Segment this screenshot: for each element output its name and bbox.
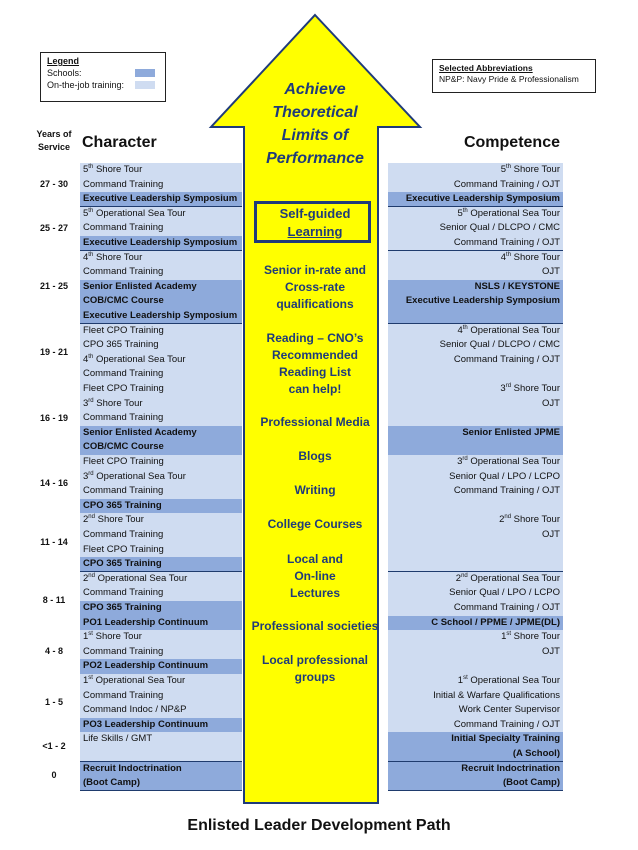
arrow-item-line: Reading List xyxy=(278,365,351,379)
character-entry: COB/CMC Course xyxy=(80,440,242,455)
competence-entry: Initial Specialty Training xyxy=(388,732,563,747)
years-of-service-header: Years of Service xyxy=(36,129,72,152)
competence-entry: Senior Qual / LPO / LCPO xyxy=(388,586,563,601)
arrow-item-line: Local and xyxy=(286,552,343,566)
character-entry: Recruit Indoctrination xyxy=(80,762,242,777)
years-label: 14 - 16 xyxy=(39,478,69,489)
character-entry: COB/CMC Course xyxy=(80,294,242,309)
character-entry: Command Training xyxy=(80,645,242,660)
competence-entry: 4th Shore Tour xyxy=(388,251,563,266)
years-label: 0 xyxy=(51,770,57,781)
competence-entry: Recruit Indoctrination xyxy=(388,762,563,777)
character-entry: 4th Shore Tour xyxy=(80,251,242,266)
character-entry: 4th Operational Sea Tour xyxy=(80,353,242,368)
character-entry: CPO 365 Training xyxy=(80,338,242,353)
arrow-heading-line: Achieve xyxy=(284,81,346,98)
arrow-item-line: Reading – CNO’s xyxy=(266,331,364,345)
character-entry: 2nd Shore Tour xyxy=(80,513,242,528)
character-entry: Command Training xyxy=(80,221,242,236)
arrow-heading-line: Theoretical xyxy=(272,104,358,121)
arrow-heading-line: Performance xyxy=(266,150,364,167)
legend-ojt-label: On-the-job training: xyxy=(47,80,125,90)
competence-entry: Command Training / OJT xyxy=(388,718,563,733)
arrow-item-line: Lectures xyxy=(289,586,341,600)
character-entry: Command Training xyxy=(80,178,242,193)
abbreviations-title: Selected Abbreviations xyxy=(439,63,533,73)
competence-entry: 1st Shore Tour xyxy=(388,630,563,645)
competence-entry: C School / PPME / JPME(DL) xyxy=(388,616,563,631)
competence-entry: 2nd Shore Tour xyxy=(388,513,563,528)
self-guided-line: Self-guided xyxy=(279,206,351,221)
competence-entry: (Boot Camp) xyxy=(388,776,563,791)
legend-title: Legend xyxy=(47,56,80,66)
character-entry: Senior Enlisted Academy xyxy=(80,426,242,441)
arrow-heading-line: Limits of xyxy=(281,127,349,144)
competence-entry: 4th Operational Sea Tour xyxy=(388,324,563,339)
character-entry: 2nd Operational Sea Tour xyxy=(80,572,242,587)
character-entry: PO3 Leadership Continuum xyxy=(80,718,242,733)
character-entry: Command Training xyxy=(80,689,242,704)
years-label: 16 - 19 xyxy=(39,412,69,423)
years-label: 25 - 27 xyxy=(39,222,69,233)
years-label: 21 - 25 xyxy=(39,281,69,292)
character-entry: PO2 Leadership Continuum xyxy=(80,659,242,674)
competence-entry: Command Training / OJT xyxy=(388,236,563,251)
years-label: 27 - 30 xyxy=(39,178,69,189)
character-entry: Fleet CPO Training xyxy=(80,543,242,558)
competence-entry: Executive Leadership Symposium xyxy=(388,192,563,207)
competence-entry: 5th Operational Sea Tour xyxy=(388,207,563,222)
character-entry: 1st Operational Sea Tour xyxy=(80,674,242,689)
competence-entry: 3rd Operational Sea Tour xyxy=(388,455,563,470)
legend-schools-label: Schools: xyxy=(47,68,82,78)
character-entry: Command Training xyxy=(80,265,242,280)
competence-entry: 5th Shore Tour xyxy=(388,163,563,178)
competence-entry: Command Training / OJT xyxy=(388,601,563,616)
character-entry: 5th Operational Sea Tour xyxy=(80,207,242,222)
competence-entry: Senior Qual / DLCPO / CMC xyxy=(388,338,563,353)
character-entry: 3rd Operational Sea Tour xyxy=(80,470,242,485)
character-entry: Executive Leadership Symposium xyxy=(80,236,242,251)
arrow-item-line: Writing xyxy=(294,483,336,497)
years-label: 1 - 5 xyxy=(44,697,63,708)
character-entry: 5th Shore Tour xyxy=(80,163,242,178)
character-entry: CPO 365 Training xyxy=(80,601,242,616)
competence-entry: Executive Leadership Symposium xyxy=(388,294,563,309)
character-entry: (Boot Camp) xyxy=(80,776,242,791)
character-header: Character xyxy=(82,134,157,151)
competence-header: Competence xyxy=(463,134,560,151)
character-entry: Command Indoc / NP&P xyxy=(80,703,242,718)
competence-entry: Work Center Supervisor xyxy=(388,703,563,718)
arrow-item-line: can help! xyxy=(288,382,342,396)
character-entry: Life Skills / GMT xyxy=(80,732,242,747)
years-label: 4 - 8 xyxy=(44,646,63,657)
arrow-item-line: groups xyxy=(294,670,336,684)
competence-entry: 2nd Operational Sea Tour xyxy=(388,572,563,587)
arrow-item-line: Recommended xyxy=(271,348,359,362)
character-entry: CPO 365 Training xyxy=(80,499,242,514)
character-entry: Command Training xyxy=(80,411,242,426)
arrow-item-line: On-line xyxy=(294,569,336,583)
competence-entry: (A School) xyxy=(388,747,563,762)
years-label: 19 - 21 xyxy=(39,346,69,357)
competence-entry: Senior Qual / LPO / LCPO xyxy=(388,470,563,485)
character-entry: Command Training xyxy=(80,484,242,499)
competence-entry: Senior Qual / DLCPO / CMC xyxy=(388,221,563,236)
competence-entry: Command Training / OJT xyxy=(388,484,563,499)
competence-entry: OJT xyxy=(388,397,563,412)
character-entry: Fleet CPO Training xyxy=(80,382,242,397)
competence-entry: 3rd Shore Tour xyxy=(388,382,563,397)
competence-entry: OJT xyxy=(388,265,563,280)
competence-entry: 1st Operational Sea Tour xyxy=(388,674,563,689)
page-title: Enlisted Leader Development Path xyxy=(187,817,451,834)
arrow-item-line: Local professional xyxy=(261,653,369,667)
character-entry: CPO 365 Training xyxy=(80,557,242,572)
character-entry: Fleet CPO Training xyxy=(80,455,242,470)
character-entry: 3rd Shore Tour xyxy=(80,397,242,412)
character-entry: Fleet CPO Training xyxy=(80,324,242,339)
character-entry: PO1 Leadership Continuum xyxy=(80,616,242,631)
arrow-item-line: qualifications xyxy=(276,297,354,311)
years-label: <1 - 2 xyxy=(42,741,66,751)
character-entry: Senior Enlisted Academy xyxy=(80,280,242,295)
competence-entry: OJT xyxy=(388,528,563,543)
arrow-item-line: Cross-rate xyxy=(284,280,346,294)
arrow-item-line: College Courses xyxy=(267,517,363,531)
years-label: 8 - 11 xyxy=(42,595,66,605)
self-guided-line: Learning xyxy=(287,224,343,239)
years-label: 11 - 14 xyxy=(40,536,68,547)
arrow-item-line: Senior in-rate and xyxy=(263,263,367,277)
arrow-item-line: Professional Media xyxy=(260,415,370,429)
abbreviation-item: NP&P: Navy Pride & Professionalism xyxy=(439,74,579,84)
arrow-item-line: Blogs xyxy=(298,449,332,463)
competence-entry: Command Training / OJT xyxy=(388,353,563,368)
character-entry: Executive Leadership Symposium xyxy=(80,309,242,324)
character-entry: Executive Leadership Symposium xyxy=(80,192,242,207)
competence-entry: Command Training / OJT xyxy=(388,178,563,193)
character-entry: 1st Shore Tour xyxy=(80,630,242,645)
character-entry: Command Training xyxy=(80,528,242,543)
character-entry: Command Training xyxy=(80,586,242,601)
competence-entry: Initial & Warfare Qualifications xyxy=(388,689,563,704)
character-entry: Command Training xyxy=(80,367,242,382)
competence-entry: NSLS / KEYSTONE xyxy=(388,280,563,295)
competence-entry: Senior Enlisted JPME xyxy=(388,426,563,441)
competence-entry: OJT xyxy=(388,645,563,660)
arrow-item-line: Professional societies xyxy=(251,619,379,633)
